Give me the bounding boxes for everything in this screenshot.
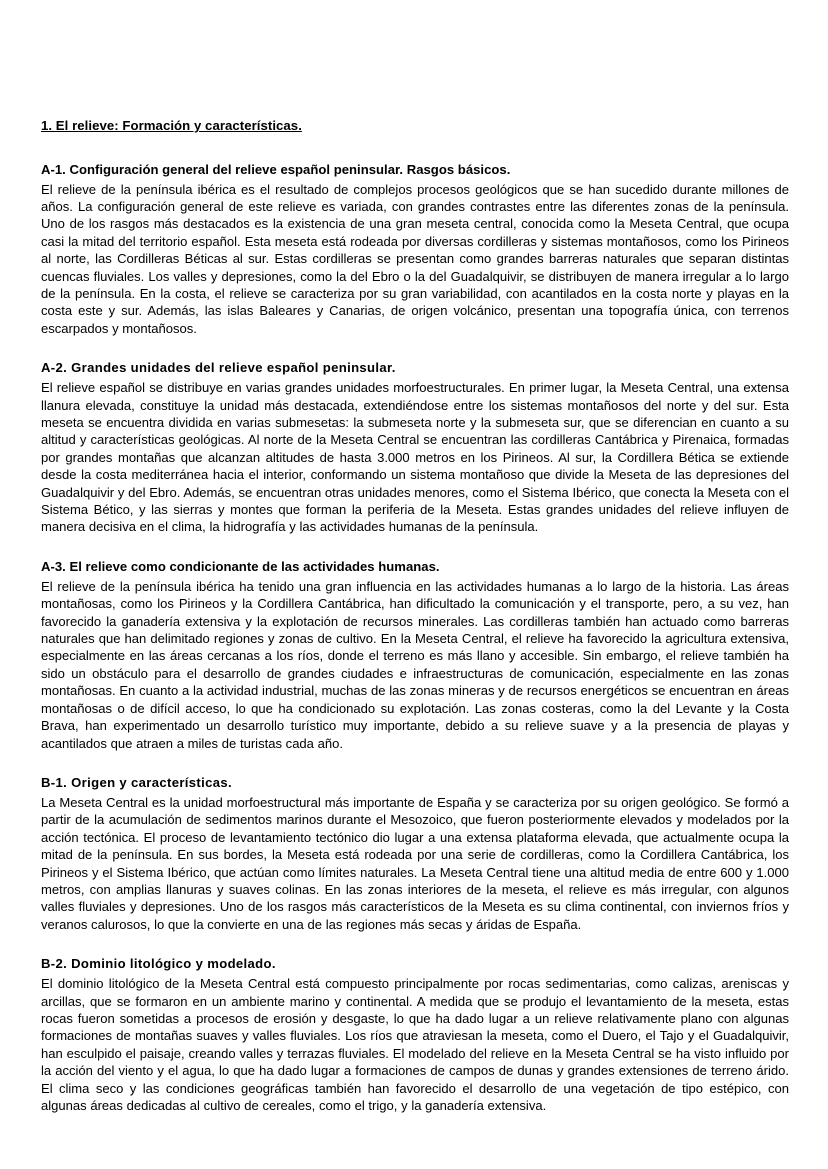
section-b2-heading: B-2. Dominio litológico y modelado. <box>41 956 276 972</box>
section-a2 <box>41 359 789 536</box>
section-a1 <box>41 161 789 338</box>
section-b1-heading: B-1. Origen y características. <box>41 774 232 790</box>
section-b2-body: El dominio litológico de la Meseta Central está compuesto principalmente por rocas sedimentarias, como calizas, areniscas y arcillas, que se formaron en un ambiente marino y continental. A medida que se produjo el levantamiento de la meseta, estas rocas fueron sometidas a procesos de erosión y desgaste, lo que ha dado lugar a un relieve relativamente plano con algunas formaciones de montañas suaves y valles fluviales. Los ríos que atraviesan la meseta, como el Duero, el Tajo y el Guadalquivir, han esculpido el paisaje, creando valles y terrazas fluviales. El modelado del relieve en la Meseta Central se ha visto influido por la acción del viento y el agua, lo que ha dado lugar a formaciones de campos de dunas y grandes extensiones de terreno árido. El clima seco y las condiciones geográficas también han favorecido el desarrollo de una vegetación de tipo estépico, con algunas áreas dedicadas al cultivo de cereales, como el trigo, y la ganadería extensiva. <box>41 976 789 1114</box>
section-b1 <box>41 774 789 933</box>
section-a2-body: El relieve español se distribuye en varias grandes unidades morfoestructurales. En primer lugar, la Meseta Central, una extensa llanura elevada, constituye la unidad más destacada, extendiéndose entre los sistemas montañosos del norte y del sur. Esta meseta se encuentra dividida en varias submesetas: la submeseta norte y la submeseta sur, que se diferencian en cuanto a su altitud y características geológicas. Al norte de la Meseta Central se encuentran las cordilleras Cantábrica y Pirenaica, formadas por grandes montañas que alcanzan altitudes de hasta 3.000 metros en los Pirineos. Al sur, la Cordillera Bética se extiende desde la costa mediterránea hacia el interior, conformando un sistema montañoso que divide la Meseta de las depresiones del Guadalquivir y del Ebro. Además, se encuentran otras unidades menores, como el Sistema Ibérico, que conecta la Meseta con el Sistema Bético, y las sierras y montes que forman la periferia de la Meseta. Estas grandes unidades del relieve influyen de manera decisiva en el clima, la hidrografía y las actividades humanas de la península. <box>41 380 789 535</box>
section-a1-heading: A-1. Configuración general del relieve español peninsular. Rasgos básicos. <box>41 161 511 177</box>
section-a3 <box>41 558 789 752</box>
section-a1-body: El relieve de la península ibérica es el resultado de complejos procesos geológicos que se han sucedido durante millones de años. La configuración general de este relieve es variada, con grandes contrastes entre las diferentes zonas de la península. Uno de los rasgos más destacados es la existencia de una gran meseta central, conocida como la Meseta Central, que ocupa casi la mitad del territorio español. Esta meseta está rodeada por diversas cordilleras y sistemas montañosos, como los Pirineos al norte, las Cordilleras Béticas al sur. Estas cordilleras se presentan como grandes barreras naturales que separan distintas cuencas fluviales. Los valles y depresiones, como la del Ebro o la del Guadalquivir, se distribuyen de manera irregular a lo largo de la península. En la costa, el relieve se caracteriza por su gran variabilidad, con acantilados en la costa norte y playas en la costa este y sur. Además, las islas Baleares y Canarias, de origen volcánico, presentan una topografía única, con terrenos escarpados y montañosos. <box>41 181 789 336</box>
section-b2 <box>41 955 789 1114</box>
section-b1-body: La Meseta Central es la unidad morfoestructural más importante de España y se caracteriza por su origen geológico. Se formó a partir de la acumulación de sedimentos marinos durante el Mesozoico, que fueron posteriormente elevados y modelados por la acción tectónica. El proceso de levantamiento tectónico dio lugar a una extensa plataforma elevada, que actualmente ocupa la mitad de la península. En sus bordes, la Meseta está rodeada por una serie de cordilleras, como la Cordillera Cantábrica, los Pirineos y el Sistema Ibérico, que actúan como límites naturales. La Meseta Central tiene una altitud media de entre 600 y 1.000 metros, con amplias llanuras y suaves colinas. En las zonas interiores de la meseta, el relieve es más irregular, con algunos valles fluviales y depresiones. Uno de los rasgos más característicos de la Meseta es su clima continental, con inviernos fríos y veranos calurosos, lo que la convierte en una de las regiones más secas y áridas de España. <box>41 794 789 932</box>
section-a2-heading: A-2. Grandes unidades del relieve español peninsular. <box>41 360 396 376</box>
section-a3-heading: A-3. El relieve como condicionante de las actividades humanas. <box>41 558 440 574</box>
section-a3-body: El relieve de la península ibérica ha tenido una gran influencia en las actividades humanas a lo largo de la historia. Las áreas montañosas, como los Pirineos y la Cordillera Cantábrica, han dificultado la comunicación y el transporte, pero, a su vez, han favorecido la ganadería extensiva y la explotación de recursos minerales. Las cordilleras también han actuado como barreras naturales que han delimitado regiones y zonas de cultivo. En la Meseta Central, el relieve ha favorecido la agricultura extensiva, especialmente en las áreas cercanas a los ríos, donde el terreno es más llano y accesible. Sin embargo, el relieve también ha sido un obstáculo para el desarrollo de grandes ciudades e infraestructuras de comunicación, especialmente en las zonas montañosas. En cuanto a la actividad industrial, muchas de las zonas mineras y de recursos energéticos se encuentran en áreas montañosas o de difícil acceso, lo que ha condicionado su explotación. Las zonas costeras, como la del Levante y la Costa Brava, han experimentado un desarrollo turístico muy importante, debido a su relieve suave y a la presencia de playas y acantilados que atraen a miles de turistas cada año. <box>41 578 789 751</box>
document-title: 1. El relieve: Formación y características. <box>41 118 302 133</box>
document-content <box>41 118 789 1114</box>
